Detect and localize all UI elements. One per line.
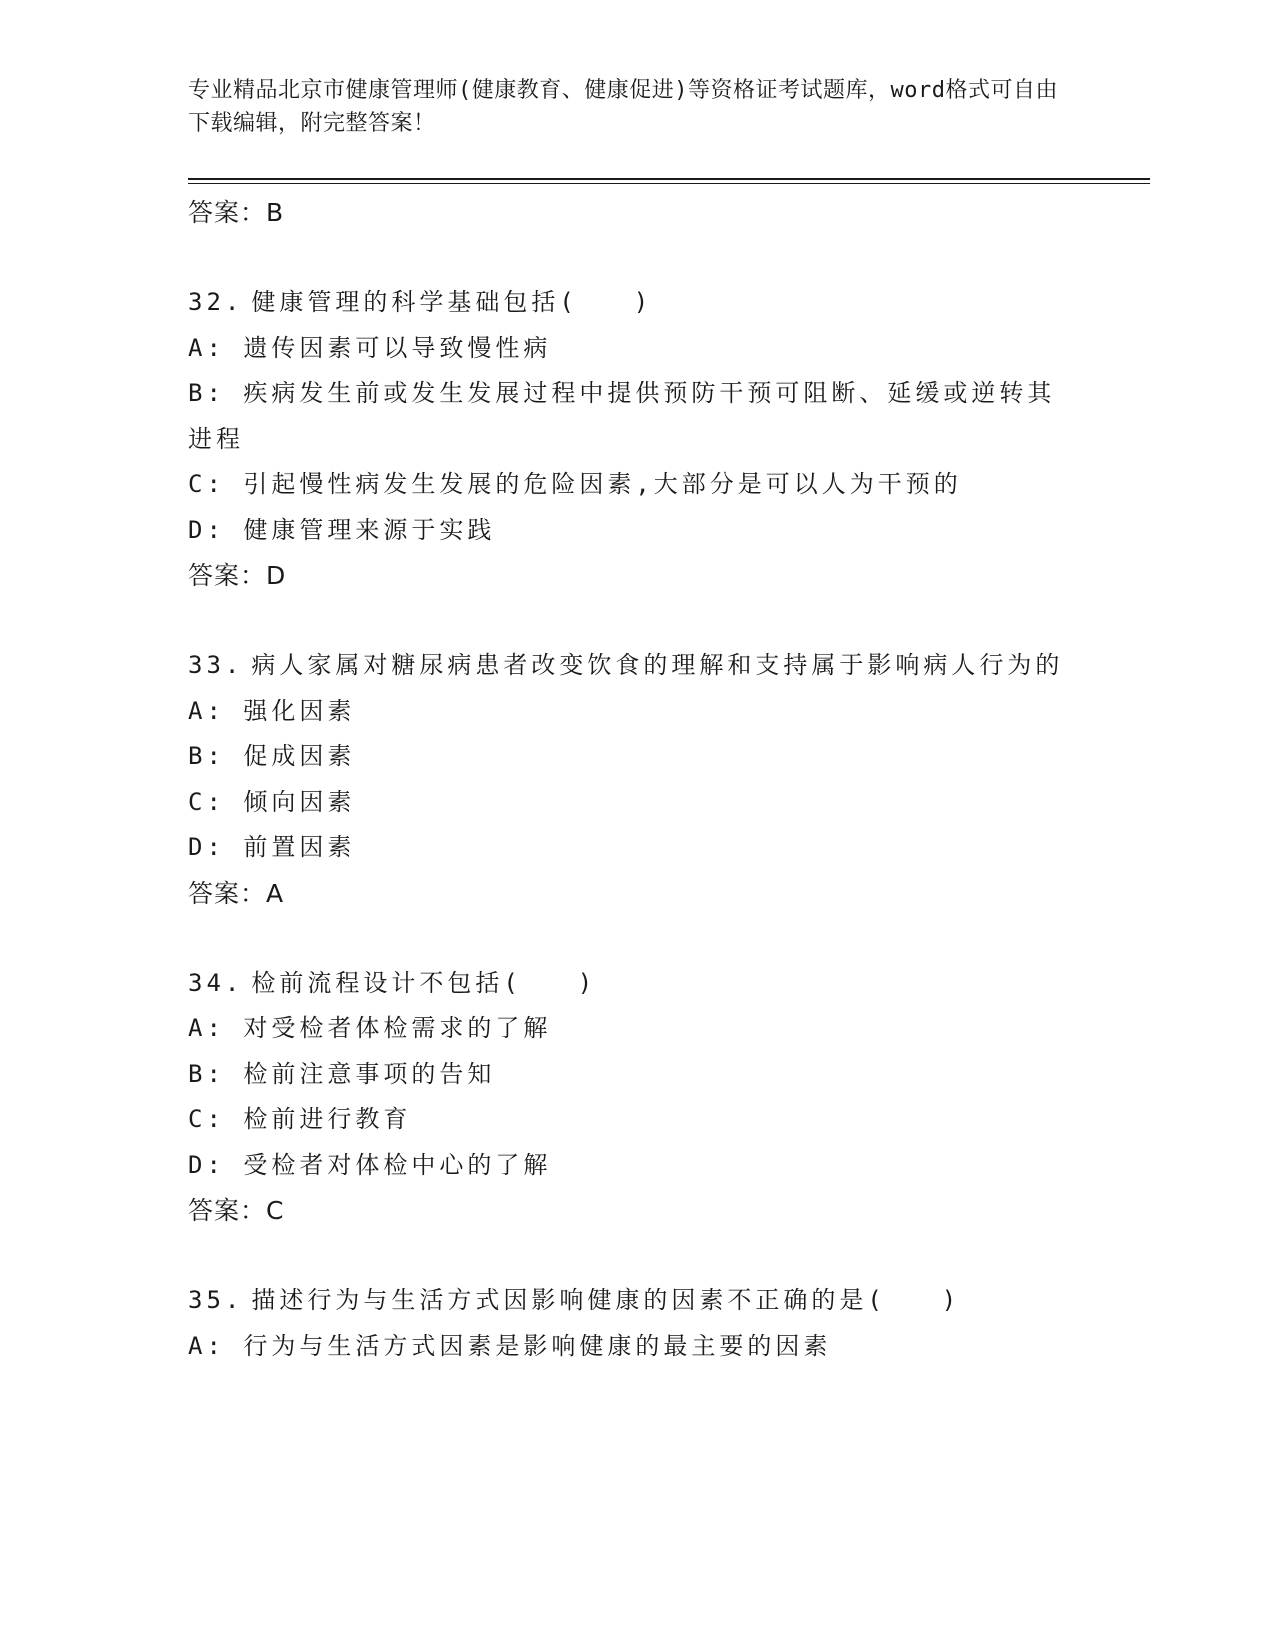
previous-answer: 答案：B [188,198,285,227]
answer: 答案：A [188,878,285,908]
option-d: D: 健康管理来源于实践 [188,515,496,544]
question-34 [188,961,1068,1235]
question-number: 32. [188,288,244,316]
question-33 [188,643,1068,917]
option-d: D: 前置因素 [188,833,356,861]
option-c: C: 引起慢性病发生发展的危险因素,大部分是可以人为干预的 [188,470,962,498]
option-c: C: 检前进行教育 [188,1105,412,1133]
question-32 [188,280,1068,599]
question-stem [188,1278,1068,1324]
option-a: A: 强化因素 [188,696,356,725]
question-number: 34. [188,968,244,997]
question-stem [188,643,1068,689]
option-c: C: 倾向因素 [188,787,356,816]
answer: 答案：C [188,1196,285,1225]
question-stem [188,280,1068,326]
document-header: 专业精品北京市健康管理师(健康教育、健康促进)等资格证考试题库，word格式可自由下载编辑，附完整答案！ [188,78,1058,136]
option-a: A: 遗传因素可以导致慢性病 [188,333,552,362]
option-b: B: 促成因素 [188,742,356,770]
question-list [188,190,1068,1369]
header-divider-thin [188,183,1150,184]
option-b: B: 检前注意事项的告知 [188,1059,496,1088]
question-text: 描述行为与生活方式因影响健康的因素不正确的是( ) [251,1286,961,1314]
question-stem [188,961,1068,1007]
question-35 [188,1278,1068,1369]
question-text: 病人家属对糖尿病患者改变饮食的理解和支持属于影响病人行为的 [251,651,1064,679]
option-a: A: 行为与生活方式因素是影响健康的最主要的因素 [188,1331,832,1360]
option-b: B: 疾病发生前或发生发展过程中提供预防干预可阻断、延缓或逆转其进程 [188,379,1056,453]
option-a: A: 对受检者体检需求的了解 [188,1014,552,1042]
header-divider-thick [188,178,1150,180]
question-text: 检前流程设计不包括( ) [251,968,597,997]
question-number: 35. [188,1286,244,1314]
answer: 答案：D [188,561,287,590]
option-d: D: 受检者对体检中心的了解 [188,1150,552,1179]
question-text: 健康管理的科学基础包括( ) [251,288,653,316]
question-number: 33. [188,651,244,679]
